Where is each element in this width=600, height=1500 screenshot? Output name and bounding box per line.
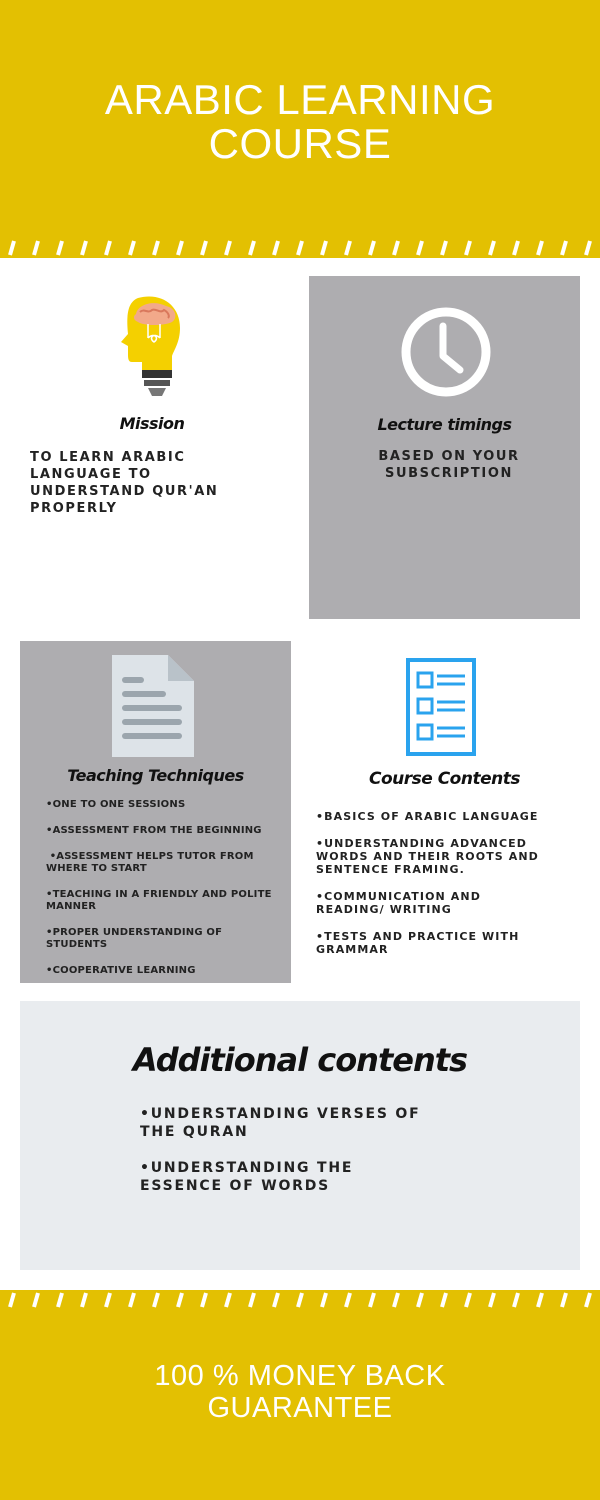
divider-dash	[178, 1293, 182, 1307]
list-item: •TESTS AND PRACTICE WITH GRAMMAR	[316, 930, 520, 956]
lecture-timings-card	[309, 276, 580, 619]
list-item: •ASSESSMENT FROM THE BEGINNING	[46, 825, 262, 836]
additional-contents-list	[140, 1105, 440, 1195]
divider-dash	[418, 1293, 422, 1307]
divider-dash	[514, 241, 518, 255]
list-item: •UNDERSTANDING ADVANCED WORDS AND THEIR ROOTS AND SENTENCE FRAMING.	[316, 837, 539, 876]
divider-dash	[298, 241, 302, 255]
divider-dash	[442, 1293, 446, 1307]
divider-dash	[34, 1293, 38, 1307]
footer-dash-divider	[0, 1290, 600, 1310]
header-dash-divider	[0, 238, 600, 258]
page-title	[0, 78, 600, 166]
divider-dash	[394, 241, 398, 255]
teaching-techniques-heading: Teaching Techniques	[67, 766, 244, 785]
teaching-techniques-list	[46, 799, 286, 977]
mission-text: TO LEARN ARABIC LANGUAGE TO UNDERSTAND QUR'AN PROPERLY	[30, 450, 219, 516]
divider-dash	[346, 241, 350, 255]
divider-dash	[250, 241, 254, 255]
divider-dash	[202, 1293, 206, 1307]
divider-dash	[178, 241, 182, 255]
list-item: •TEACHING IN A FRIENDLY AND POLITE MANNER	[46, 889, 272, 912]
guarantee-line2: GUARANTEE	[207, 1392, 393, 1424]
divider-dash	[418, 241, 422, 255]
divider-dash	[226, 241, 230, 255]
divider-dash	[154, 1293, 158, 1307]
divider-dash	[466, 1293, 470, 1307]
additional-contents-heading: Additional contents	[132, 1041, 468, 1079]
list-item: •COOPERATIVE LEARNING	[46, 965, 196, 976]
document-icon	[108, 651, 198, 761]
divider-dash	[10, 241, 14, 255]
divider-dash	[370, 241, 374, 255]
divider-dash	[466, 241, 470, 255]
guarantee-line1: 100 % MONEY BACK	[154, 1360, 446, 1392]
header-band	[0, 0, 600, 258]
divider-dash	[58, 241, 62, 255]
divider-dash	[58, 1293, 62, 1307]
divider-dash	[82, 1293, 86, 1307]
lightbulb-brain-icon	[108, 290, 198, 400]
list-item: •ASSESSMENT HELPS TUTOR FROM WHERE TO START	[46, 851, 258, 874]
list-item: •PROPER UNDERSTANDING OF STUDENTS	[46, 927, 223, 950]
divider-dash	[202, 241, 206, 255]
divider-dash	[34, 241, 38, 255]
course-contents-heading: Course Contents	[369, 769, 520, 789]
divider-dash	[442, 241, 446, 255]
additional-contents-card	[20, 1001, 580, 1270]
list-item: •UNDERSTANDING THE ESSENCE OF WORDS	[140, 1160, 354, 1194]
divider-dash	[490, 1293, 494, 1307]
divider-dash	[538, 241, 542, 255]
divider-dash	[274, 1293, 278, 1307]
checklist-icon	[405, 657, 477, 757]
divider-dash	[298, 1293, 302, 1307]
divider-dash	[154, 241, 158, 255]
divider-dash	[250, 1293, 254, 1307]
list-item: •BASICS OF ARABIC LANGUAGE	[316, 810, 539, 823]
divider-dash	[346, 1293, 350, 1307]
page-title-line1: ARABIC LEARNING	[104, 76, 496, 123]
divider-dash	[82, 241, 86, 255]
divider-dash	[322, 241, 326, 255]
page-title-line2: COURSE	[208, 120, 392, 167]
clock-icon	[398, 304, 494, 400]
guarantee-title	[0, 1360, 600, 1424]
divider-dash	[370, 1293, 374, 1307]
list-item: •UNDERSTANDING VERSES OF THE QURAN	[140, 1106, 421, 1140]
course-contents-list	[316, 810, 574, 956]
mission-card	[20, 276, 292, 619]
divider-dash	[130, 241, 134, 255]
divider-dash	[130, 1293, 134, 1307]
divider-dash	[106, 1293, 110, 1307]
divider-dash	[490, 241, 494, 255]
course-contents-card	[309, 641, 580, 983]
divider-dash	[562, 1293, 566, 1307]
divider-dash	[586, 1293, 590, 1307]
divider-dash	[274, 241, 278, 255]
divider-dash	[538, 1293, 542, 1307]
divider-dash	[226, 1293, 230, 1307]
lecture-timings-heading: Lecture timings	[377, 415, 512, 434]
divider-dash	[562, 241, 566, 255]
lecture-timings-text: BASED ON YOUR SUBSCRIPTION	[378, 449, 520, 481]
list-item: •ONE TO ONE SESSIONS	[46, 799, 186, 810]
divider-dash	[106, 241, 110, 255]
divider-dash	[322, 1293, 326, 1307]
divider-dash	[394, 1293, 398, 1307]
mission-heading: Mission	[119, 414, 185, 433]
divider-dash	[586, 241, 590, 255]
divider-dash	[514, 1293, 518, 1307]
list-item: •COMMUNICATION AND READING/ WRITING	[316, 890, 481, 916]
divider-dash	[10, 1293, 14, 1307]
teaching-techniques-card	[20, 641, 291, 983]
